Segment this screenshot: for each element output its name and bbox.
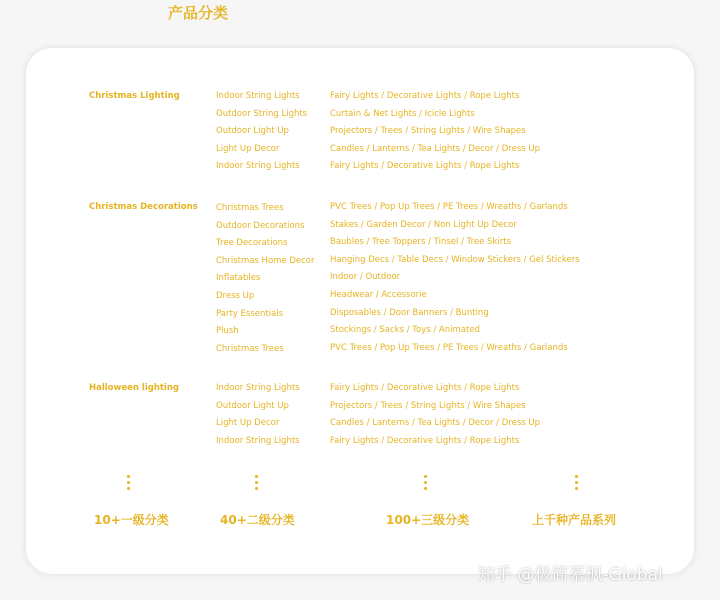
- subcategory-label: Outdoor String Lights: [216, 108, 308, 119]
- detail-label: Curtain & Net Lights / Icicle Lights: [330, 108, 475, 119]
- subcategory-label: Tree Decorations: [216, 238, 288, 249]
- watermark: 知乎 @极简慕枫-Global: [478, 565, 663, 585]
- count-products: 上千种产品系列: [532, 513, 617, 527]
- category-label: Christmas Decorations: [89, 202, 198, 212]
- subcategory-label: Party Essentials: [216, 308, 284, 319]
- detail-label: Fairy Lights / Decorative Lights / Rope Lights: [330, 91, 520, 101]
- detail-label: Indoor / Outdoor: [330, 272, 401, 283]
- detail-label: PVC Trees / Pop Up Trees / PE Trees / Wreaths / Garlands: [330, 342, 568, 353]
- detail-label: Hanging Decs / Table Decs / Window Stickers / Gel Stickers: [330, 254, 580, 265]
- subcategory-label: Indoor String Lights: [216, 435, 300, 446]
- category-label: Christmas Lighting: [89, 91, 180, 101]
- detail-label: Stockings / Sacks / Toys / Animated: [330, 325, 480, 336]
- subcategory-label: Christmas Home Decor: [216, 255, 315, 266]
- subcategory-label: Outdoor Decorations: [216, 220, 305, 231]
- subcategory-label: Light Up Decor: [216, 143, 280, 154]
- subcategory-label: Outdoor Light Up: [216, 126, 289, 136]
- subcategory-label: Inflatables: [216, 273, 261, 284]
- detail-label: PVC Trees / Pop Up Trees / PE Trees / Wreaths / Garlands: [330, 202, 568, 212]
- detail-label: Fairy Lights / Decorative Lights / Rope Lights: [330, 161, 520, 171]
- count-level2: 40+二级分类: [220, 513, 295, 527]
- detail-label: Headwear / Accessorie: [330, 290, 427, 300]
- subcategory-label: Christmas Trees: [216, 203, 284, 213]
- count-level3: 100+三级分类: [386, 513, 470, 527]
- count-level1: 10+一级分类: [94, 513, 169, 527]
- subcategory-label: Indoor String Lights: [216, 161, 300, 171]
- detail-label: Candles / Lanterns / Tea Lights / Decor / Dress Up: [330, 143, 541, 154]
- subcategory-label: Indoor String Lights: [216, 383, 300, 393]
- detail-label: Fairy Lights / Decorative Lights / Rope Lights: [330, 383, 520, 393]
- subcategory-label: Light Up Decor: [216, 418, 280, 428]
- subcategory-label: Indoor String Lights: [216, 91, 300, 101]
- detail-label: Projectors / Trees / String Lights / Wire Shapes: [330, 126, 526, 136]
- detail-label: Fairy Lights / Decorative Lights / Rope Lights: [330, 435, 520, 446]
- subcategory-label: Christmas Trees: [216, 343, 284, 354]
- subcategory-label: Outdoor Light Up: [216, 400, 289, 411]
- detail-label: Stakes / Garden Decor / Non Light Up Decor: [330, 219, 517, 230]
- detail-label: Baubles / Tree Toppers / Tinsel / Tree Skirts: [330, 237, 511, 248]
- category-label: Halloween lighting: [89, 383, 179, 393]
- detail-label: Disposables / Door Banners / Bunting: [330, 307, 489, 318]
- detail-label: Candles / Lanterns / Tea Lights / Decor / Dress Up: [330, 418, 541, 428]
- subcategory-label: Plush: [216, 326, 239, 337]
- ellipsis-icon: [127, 475, 131, 493]
- subcategory-label: Dress Up: [216, 291, 255, 301]
- page-title: 产品分类: [168, 4, 229, 22]
- ellipsis-icon: [575, 475, 579, 493]
- ellipsis-icon: [255, 475, 259, 493]
- ellipsis-icon: [424, 475, 428, 493]
- detail-label: Projectors / Trees / String Lights / Wire Shapes: [330, 400, 526, 411]
